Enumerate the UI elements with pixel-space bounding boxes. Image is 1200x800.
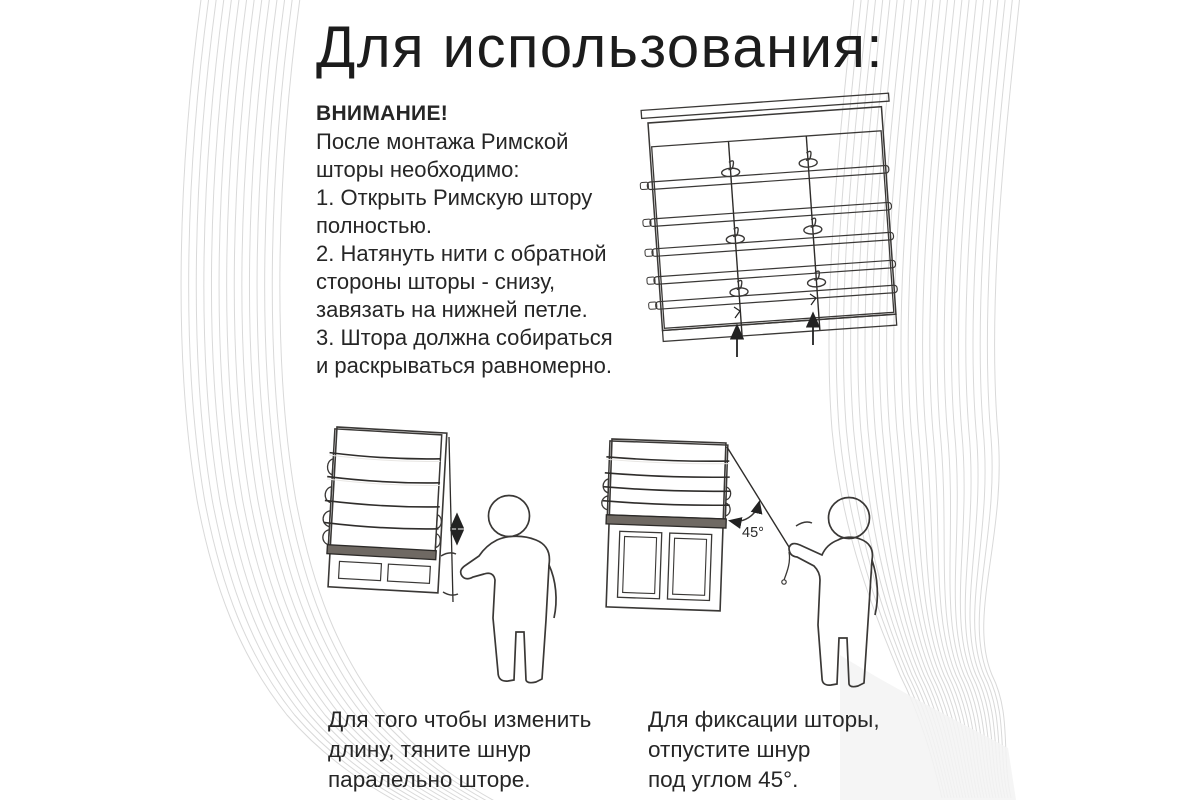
person-head	[829, 498, 870, 539]
caption-adjust-length	[328, 705, 591, 795]
warning-line: 2. Натянуть нити с обратной	[316, 241, 607, 266]
warning-line: После монтажа Римской	[316, 129, 569, 154]
person-body	[461, 536, 550, 682]
blind-hem-bar	[606, 515, 726, 528]
roman-blind-raised	[601, 441, 732, 528]
warning-block	[316, 100, 613, 380]
caption-line: Для фиксации шторы,	[648, 707, 880, 732]
caption-line: под углом 45°.	[648, 767, 799, 792]
cord-rings	[721, 151, 827, 297]
person-body	[789, 537, 872, 686]
person-pulling-cord	[441, 496, 556, 683]
fix-blind-figure	[598, 439, 877, 687]
warning-line: полностью.	[316, 213, 433, 238]
warning-line: 1. Открыть Римскую штору	[316, 185, 593, 210]
cord-end	[784, 552, 790, 580]
person-holding-cord	[789, 498, 877, 687]
cord-line	[728, 141, 742, 336]
caption-line: Для того чтобы изменить	[328, 707, 592, 732]
warning-line: и раскрываться равномерно.	[316, 353, 612, 378]
angle-label: 45°	[742, 525, 764, 541]
motion-mark	[441, 553, 456, 556]
warning-line: 3. Штора должна собираться	[316, 325, 613, 350]
person-head	[489, 496, 530, 537]
warning-line: завязать на нижней петле.	[316, 297, 588, 322]
blind-hem-strip	[663, 314, 897, 341]
warning-line: стороны шторы - снизу,	[316, 269, 556, 294]
motion-mark	[443, 592, 458, 595]
page-title: Для использования:	[315, 15, 885, 80]
angle-arc-icon	[731, 503, 759, 521]
window-pane	[339, 561, 382, 580]
window-pane	[387, 564, 430, 583]
roman-blind-lowered	[321, 429, 446, 560]
window-frame	[328, 427, 447, 593]
blind-hem-bar	[327, 545, 436, 560]
caption-line: отпустите шнур	[648, 737, 811, 762]
batten-rods	[640, 165, 897, 310]
blind-fabric	[652, 131, 894, 329]
cord-tension-diagram	[635, 93, 905, 357]
warning-line: шторы необходимо:	[316, 157, 520, 182]
adjust-length-figure	[319, 427, 556, 683]
hanging-cord	[449, 437, 453, 602]
motion-mark	[796, 522, 812, 526]
caption-fix-blind	[648, 705, 880, 795]
caption-line: длину, тяните шнур	[328, 737, 532, 762]
warning-heading: ВНИМАНИЕ!	[316, 102, 449, 125]
caption-line: паралельно шторе.	[328, 767, 531, 792]
